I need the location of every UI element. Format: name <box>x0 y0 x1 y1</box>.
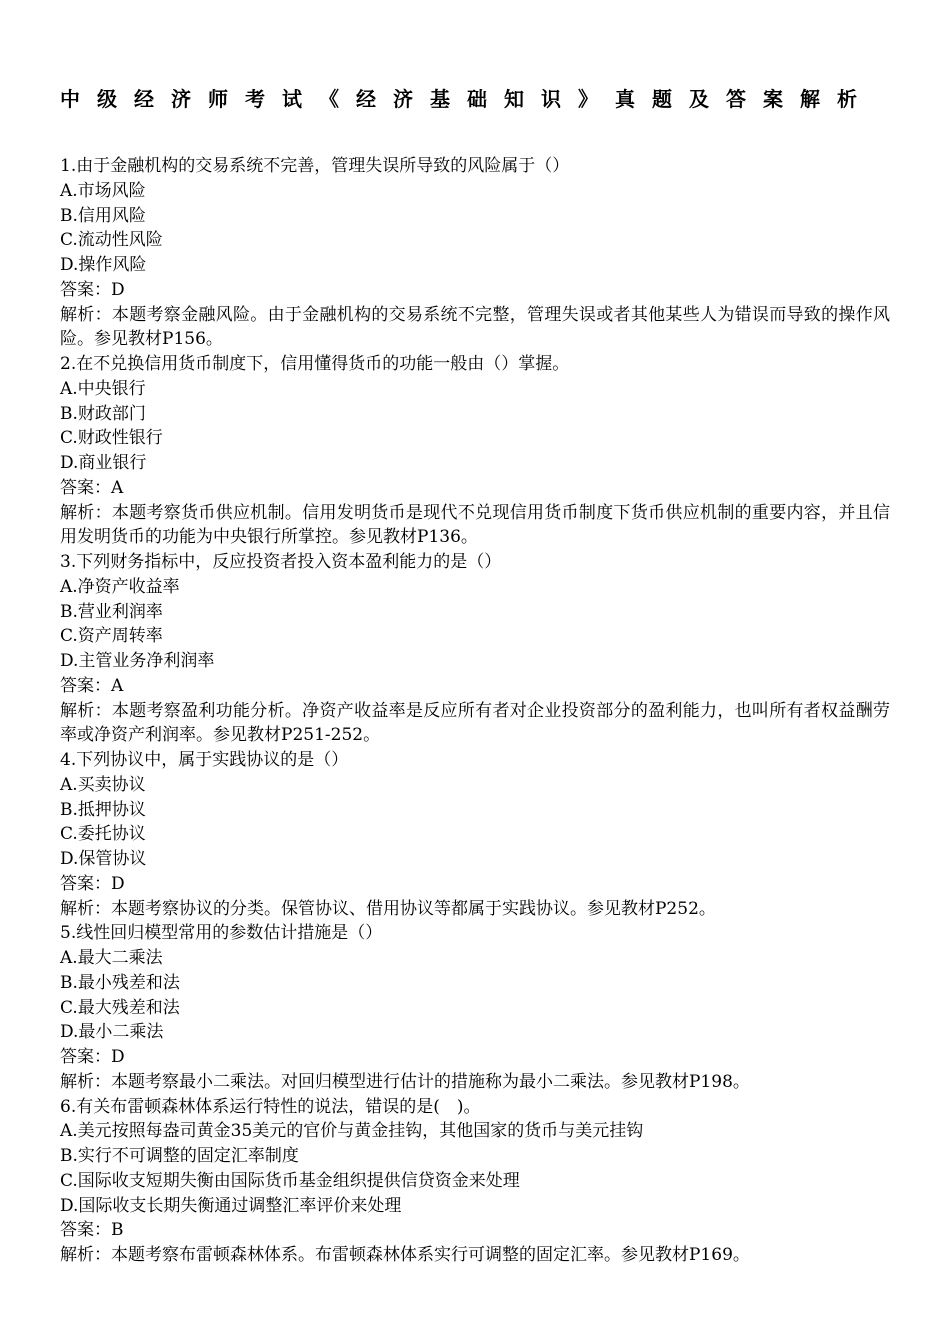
analysis: 解析：本题考察金融风险。由于金融机构的交易系统不完整，管理失误或者其他某些人为错误而导致的操作风险。参见教材P156。 <box>60 304 890 350</box>
option-a: A.市场风险 <box>60 180 146 201</box>
option-d: D.国际收支长期失衡通过调整汇率评价来处理 <box>60 1195 402 1216</box>
option-b: B.最小残差和法 <box>60 972 180 993</box>
option-d: D.主管业务净利润率 <box>60 651 215 671</box>
option-c: C.最大残差和法 <box>60 997 180 1018</box>
option-a: A.净资产收益率 <box>60 576 180 597</box>
question-6 <box>60 1095 890 1268</box>
option-a: A.美元按照每盎司黄金35美元的官价与黄金挂钩，其他国家的货币与美元挂钩 <box>60 1121 644 1142</box>
option-a: A.最大二乘法 <box>60 948 163 968</box>
question-1 <box>60 154 890 352</box>
option-d: D.操作风险 <box>60 255 147 275</box>
option-b: B.信用风险 <box>60 205 146 226</box>
question-4 <box>60 748 890 921</box>
option-a: A.中央银行 <box>60 378 146 399</box>
option-b: B.营业利润率 <box>60 601 163 622</box>
option-d: D.保管协议 <box>60 849 147 869</box>
answer: 答案：A <box>60 675 124 696</box>
option-b: B.财政部门 <box>60 403 146 424</box>
answer: 答案：A <box>60 477 124 498</box>
answer: 答案：D <box>60 1047 125 1067</box>
analysis: 解析：本题考察协议的分类。保管协议、借用协议等都属于实践协议。参见教材P252。 <box>60 898 716 919</box>
answer: 答案：D <box>60 873 125 894</box>
option-d: D.商业银行 <box>60 453 147 473</box>
option-c: C.流动性风险 <box>60 230 163 251</box>
option-c: C.资产周转率 <box>60 626 163 647</box>
option-b: B.实行不可调整的固定汇率制度 <box>60 1146 299 1166</box>
question-stem: 6.有关布雷顿森林体系运行特性的说法，错误的是( )。 <box>60 1096 481 1117</box>
analysis: 解析：本题考察盈利功能分析。净资产收益率是反应所有者对企业投资部分的盈利能力，也叫所有者权益酬劳率或净资产利润率。参见教材P251-252。 <box>60 700 890 746</box>
question-3 <box>60 550 890 748</box>
question-stem: 3.下列财务指标中，反应投资者投入资本盈利能力的是（） <box>60 552 502 572</box>
option-c: C.委托协议 <box>60 824 146 845</box>
question-stem: 2.在不兑换信用货币制度下，信用懂得货币的功能一般由（）掌握。 <box>60 354 570 374</box>
question-stem: 1.由于金融机构的交易系统不完善，管理失误所导致的风险属于（） <box>60 156 570 176</box>
option-b: B.抵押协议 <box>60 799 146 820</box>
analysis: 解析：本题考察布雷顿森林体系。布雷顿森林体系实行可调整的固定汇率。参见教材P169。 <box>60 1245 750 1265</box>
option-d: D.最小二乘法 <box>60 1022 164 1043</box>
option-c: C.国际收支短期失衡由国际货币基金组织提供信贷资金来处理 <box>60 1170 520 1191</box>
question-5 <box>60 921 890 1094</box>
question-stem: 5.线性回归模型常用的参数估计措施是（） <box>60 923 383 944</box>
option-a: A.买卖协议 <box>60 774 146 795</box>
question-2 <box>60 352 890 550</box>
answer: 答案：D <box>60 279 125 300</box>
answer: 答案：B <box>60 1220 124 1241</box>
option-c: C.财政性银行 <box>60 428 163 449</box>
question-stem: 4.下列协议中，属于实践协议的是（） <box>60 750 349 770</box>
analysis: 解析：本题考察最小二乘法。对回归模型进行估计的措施称为最小二乘法。参见教材P198。 <box>60 1071 750 1092</box>
document-title: 中级经济师考试《经济基础知识》真题及答案解析 <box>60 87 874 111</box>
analysis: 解析：本题考察货币供应机制。信用发明货币是现代不兑现信用货币制度下货币供应机制的重要内容，并且信用发明货币的功能为中央银行所掌控。参见教材P136。 <box>60 502 890 548</box>
